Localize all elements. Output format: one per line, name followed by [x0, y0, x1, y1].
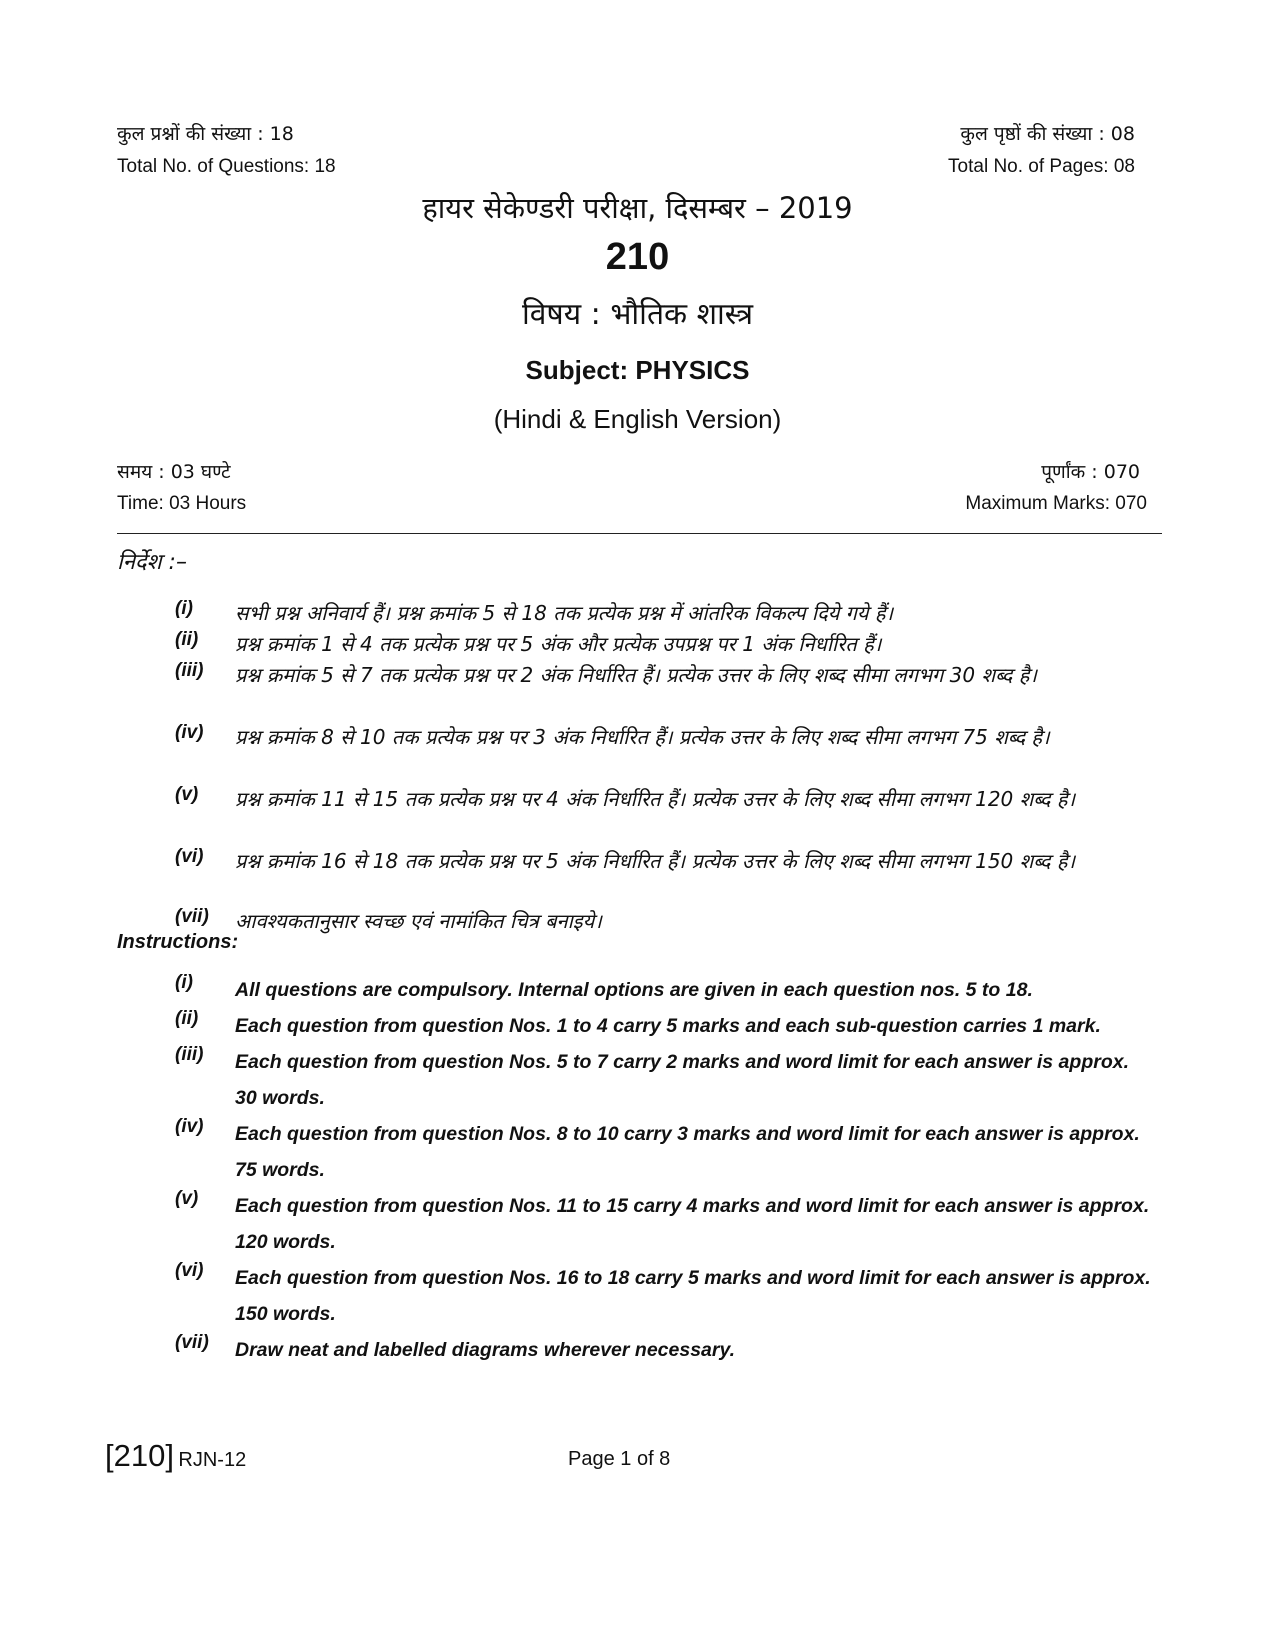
subject-english: Subject: PHYSICS: [525, 355, 750, 385]
item-number: (v): [175, 1188, 199, 1209]
item-number: (iv): [175, 722, 204, 743]
item-number: (vii): [175, 906, 209, 927]
total-questions-hindi: कुल प्रश्नों की संख्या : 18: [117, 123, 294, 145]
exam-title-hindi: हायर सेकेण्डरी परीक्षा, दिसम्बर – 2019: [422, 191, 853, 225]
subject-hindi: विषय : भौतिक शास्त्र: [521, 297, 754, 332]
item-text: Each question from question Nos. 16 to 18 carry 5 marks and word limit for each answer is approx. 150 words.: [235, 1267, 1151, 1325]
paper-code: 210: [605, 236, 670, 278]
item-text: प्रश्न क्रमांक 5 से 7 तक प्रत्येक प्रश्न पर 2 अंक निर्धारित हैं। प्रत्येक उत्तर के लिए शब्द सीमा लगभग 30 शब्द है।: [235, 663, 1037, 687]
item-text: प्रश्न क्रमांक 1 से 4 तक प्रत्येक प्रश्न पर 5 अंक और प्रत्येक उपप्रश्न पर 1 अंक निर्धारित हैं।: [235, 632, 882, 656]
instructions-heading-hindi: निर्देश :–: [117, 550, 187, 575]
footer-code-block: [105, 1438, 246, 1474]
footer-paper-code: [210]: [105, 1438, 174, 1473]
item-number: (i): [175, 598, 193, 619]
item-number: (ii): [175, 629, 199, 650]
item-number: (iii): [175, 1044, 204, 1065]
marks-english: Maximum Marks: 070: [965, 493, 1147, 514]
item-number: (ii): [175, 1008, 199, 1029]
total-questions-english: Total No. of Questions: 18: [117, 156, 336, 177]
item-text: Each question from question Nos. 5 to 7 carry 2 marks and word limit for each answer is approx. 30 words.: [235, 1051, 1129, 1109]
item-text: प्रश्न क्रमांक 16 से 18 तक प्रत्येक प्रश्न पर 5 अंक निर्धारित हैं। प्रत्येक उत्तर के लिए शब्द सीमा लगभग 150 शब्द है।: [235, 849, 1076, 873]
item-number: (v): [175, 784, 199, 805]
total-pages-english: Total No. of Pages: 08: [948, 156, 1135, 177]
item-text: आवश्यकतानुसार स्वच्छ एवं नामांकित चित्र बनाइये।: [235, 909, 602, 933]
header-divider: [117, 533, 1162, 534]
item-number: (i): [175, 972, 193, 993]
time-english: Time: 03 Hours: [117, 493, 247, 514]
instructions-heading-english: Instructions:: [117, 931, 239, 953]
total-pages-hindi: कुल पृष्ठों की संख्या : 08: [960, 123, 1135, 145]
version-note: (Hindi & English Version): [493, 404, 782, 434]
footer-series: RJN-12: [178, 1449, 247, 1471]
item-number: (vi): [175, 1260, 204, 1281]
page-number: Page 1 of 8: [568, 1448, 671, 1470]
item-text: Each question from question Nos. 1 to 4 carry 5 marks and each sub-question carries 1 mark.: [235, 1015, 1101, 1037]
item-number: (vii): [175, 1332, 209, 1353]
item-text: Draw neat and labelled diagrams wherever necessary.: [235, 1339, 736, 1361]
item-text: Each question from question Nos. 11 to 15 carry 4 marks and word limit for each answer is approx. 120 words.: [235, 1195, 1150, 1253]
time-hindi: समय : 03 घण्टे: [117, 461, 231, 483]
item-number: (iv): [175, 1116, 204, 1137]
item-number: (iii): [175, 660, 204, 681]
item-text: प्रश्न क्रमांक 8 से 10 तक प्रत्येक प्रश्न पर 3 अंक निर्धारित हैं। प्रत्येक उत्तर के लिए शब्द सीमा लगभग 75 शब्द है।: [235, 725, 1050, 749]
item-text: Each question from question Nos. 8 to 10 carry 3 marks and word limit for each answer is approx. 75 words.: [235, 1123, 1140, 1181]
marks-hindi: पूर्णांक : 070: [1041, 461, 1140, 483]
item-text: All questions are compulsory. Internal options are given in each question nos. 5 to 18.: [235, 979, 1033, 1001]
item-number: (vi): [175, 846, 204, 867]
item-text: प्रश्न क्रमांक 11 से 15 तक प्रत्येक प्रश्न पर 4 अंक निर्धारित हैं। प्रत्येक उत्तर के लिए शब्द सीमा लगभग 120 शब्द है।: [235, 787, 1076, 811]
item-text: सभी प्रश्न अनिवार्य हैं। प्रश्न क्रमांक 5 से 18 तक प्रत्येक प्रश्न में आंतरिक विकल्प दिये गये हैं।: [235, 601, 894, 625]
